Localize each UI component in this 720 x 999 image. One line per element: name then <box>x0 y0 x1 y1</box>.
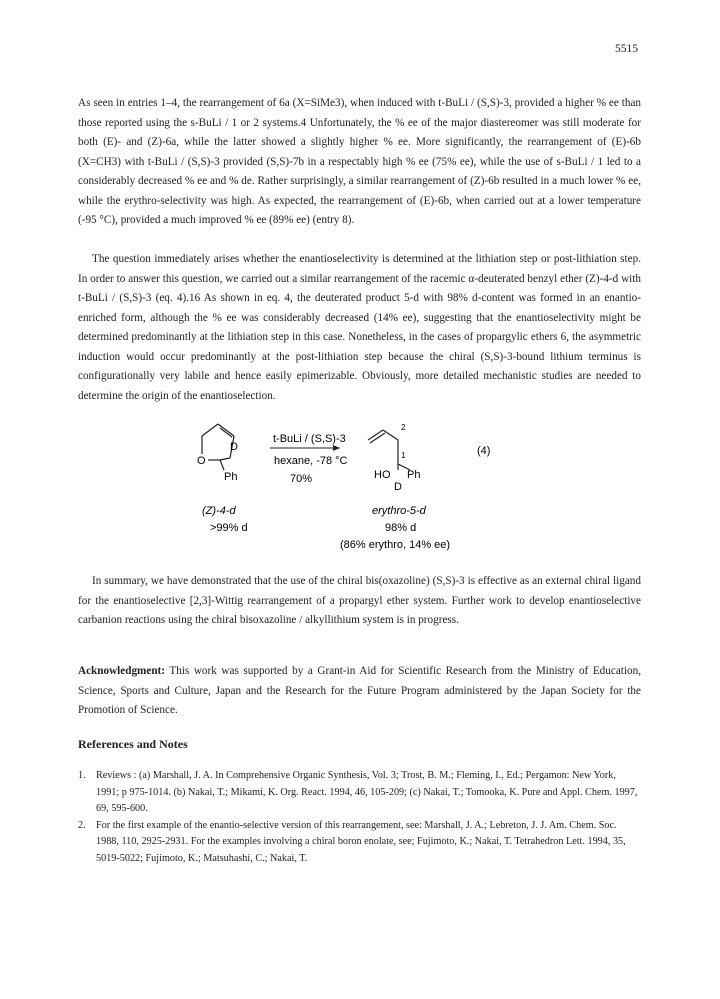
atom-o: O <box>197 455 206 467</box>
locant-2: 2 <box>401 423 406 432</box>
reagent-label: t-BuLi / (S,S)-3 <box>273 433 346 445</box>
product-purity: 98% d <box>385 522 417 534</box>
conditions-label: hexane, -78 °C <box>274 455 348 467</box>
reference-text: Reviews : (a) Marshall, J. A. In Comprehensive Organic Synthesis, Vol. 3; Trost, B. M.; Fleming, I., Ed.; Pergamon: New York, 1991; p 975-1014. (b) Nakai, T.; Mikami, K. Org. React. 1994, 46, 105-209; (c) Nakai, T.; Tomooka, K. Pure and Appl. Chem. 1997, 69, 595-600. <box>96 770 638 814</box>
reference-item <box>78 818 641 868</box>
atom-ph: Ph <box>224 471 238 483</box>
product-atom-ph: Ph <box>407 469 421 481</box>
reference-number: 2. <box>78 819 86 831</box>
atom-d: D <box>230 441 238 453</box>
product-structure <box>368 430 410 470</box>
product-selectivity: (86% erythro, 14% ee) <box>340 539 451 551</box>
paragraph-summary: In summary, we have demonstrated that the use of the chiral bis(oxazoline) (S,S)-3 is effective as an external chiral ligand for the enantioselective [2,3]-Wittig rearrangement of a propargyl ether system. Further work to develop enantioselective carbanion reactions using the chiral bisoxazoline / alkyllithium system is in progress. <box>78 575 641 626</box>
references-heading: References and Notes <box>78 737 188 751</box>
sm-purity: >99% d <box>210 522 248 534</box>
page-number: 5515 <box>615 43 638 55</box>
reaction-scheme-eq4 <box>190 420 520 560</box>
paragraph-results: As seen in entries 1–4, the rearrangement of 6a (X=SiMe3), when induced with t-BuLi / (S,S)-3, provided a higher % ee than those reported using the s-BuLi / 1 or 2 systems.4 Unfortunately, the % ee of the major diastereomer was still moderate for both (E)- and (Z)-6a, while the latter showed a slightly higher % ee. More significantly, the rearrangement of (E)-6b (X=CH3) with t-BuLi / (S,S)-3 provided (S,S)-7b in a respectably high % ee (75% ee), while the use of s-BuLi / 1 led to a considerably decreased % ee and % de. Rather surprisingly, a similar rearrangement of (Z)-6b resulted in a much lower % ee, while the erythro-selectivity was high. As expected, the rearrangement of (E)-6b, when carried out at a lower temperature (-95 °C), provided a much improved % ee (89% ee) (entry 8). <box>78 97 641 226</box>
equation-number: (4) <box>477 445 491 457</box>
acknowledgment <box>78 662 641 721</box>
reference-text: For the first example of the enantio-selective version of this rearrangement, see: Marshall, J. A.; Lebreton, J. J. Am. Chem. Soc. 1988, 110, 2925-2931. For the examples involving a chiral boron enolate, see; Fujimoto, K.; Nakai, T. Tetrahedron Lett. 1994, 35, 5019-5022; Fujimoto, K.; Matsuhashi, C.; Nakai, T. <box>96 819 626 864</box>
acknowledgment-label: Acknowledgment: <box>78 665 166 677</box>
product-label: erythro-5-d <box>372 505 426 517</box>
references-list <box>78 768 641 867</box>
atom-ho: HO <box>374 469 391 481</box>
yield-label: 70% <box>290 473 313 485</box>
acknowledgment-text: This work was supported by a Grant-in Aid for Scientific Research from the Ministry of Education, Science, Sports and Culture, Japan and the Research for the Future Program administered by the Japan Society for the Promotion of Science. <box>78 665 641 716</box>
sm-label: (Z)-4-d <box>202 505 236 517</box>
reference-number: 1. <box>78 770 86 781</box>
product-atom-d: D <box>394 481 402 493</box>
paragraph-mechanism: The question immediately arises whether the enantioselectivity is determined at the lithiation step or post-lithiation step. In order to answer this question, we carried out a similar rearrangement of the racemic α-deuterated benzyl ether (Z)-4-d with t-BuLi / (S,S)-3 (eq. 4).16 As shown in eq. 4, the deuterated product 5-d with 98% d-content was formed in an enantio-enriched form, although the % ee was considerably decreased (14% ee), suggesting that the enantioselectivity might be determined predominantly at the lithiation step in this case. Nonetheless, in the cases of propargylic ethers 6, the asymmetric induction would occur predominantly at the post-lithiation step because the chiral (S,S)-3-bound lithium terminus is configurationally very labile and hence easily epimerizable. Obviously, more detailed mechanistic studies are needed to determine the origin of the enantioselection. <box>78 253 641 402</box>
reference-item <box>78 768 641 818</box>
locant-1: 1 <box>401 451 406 460</box>
